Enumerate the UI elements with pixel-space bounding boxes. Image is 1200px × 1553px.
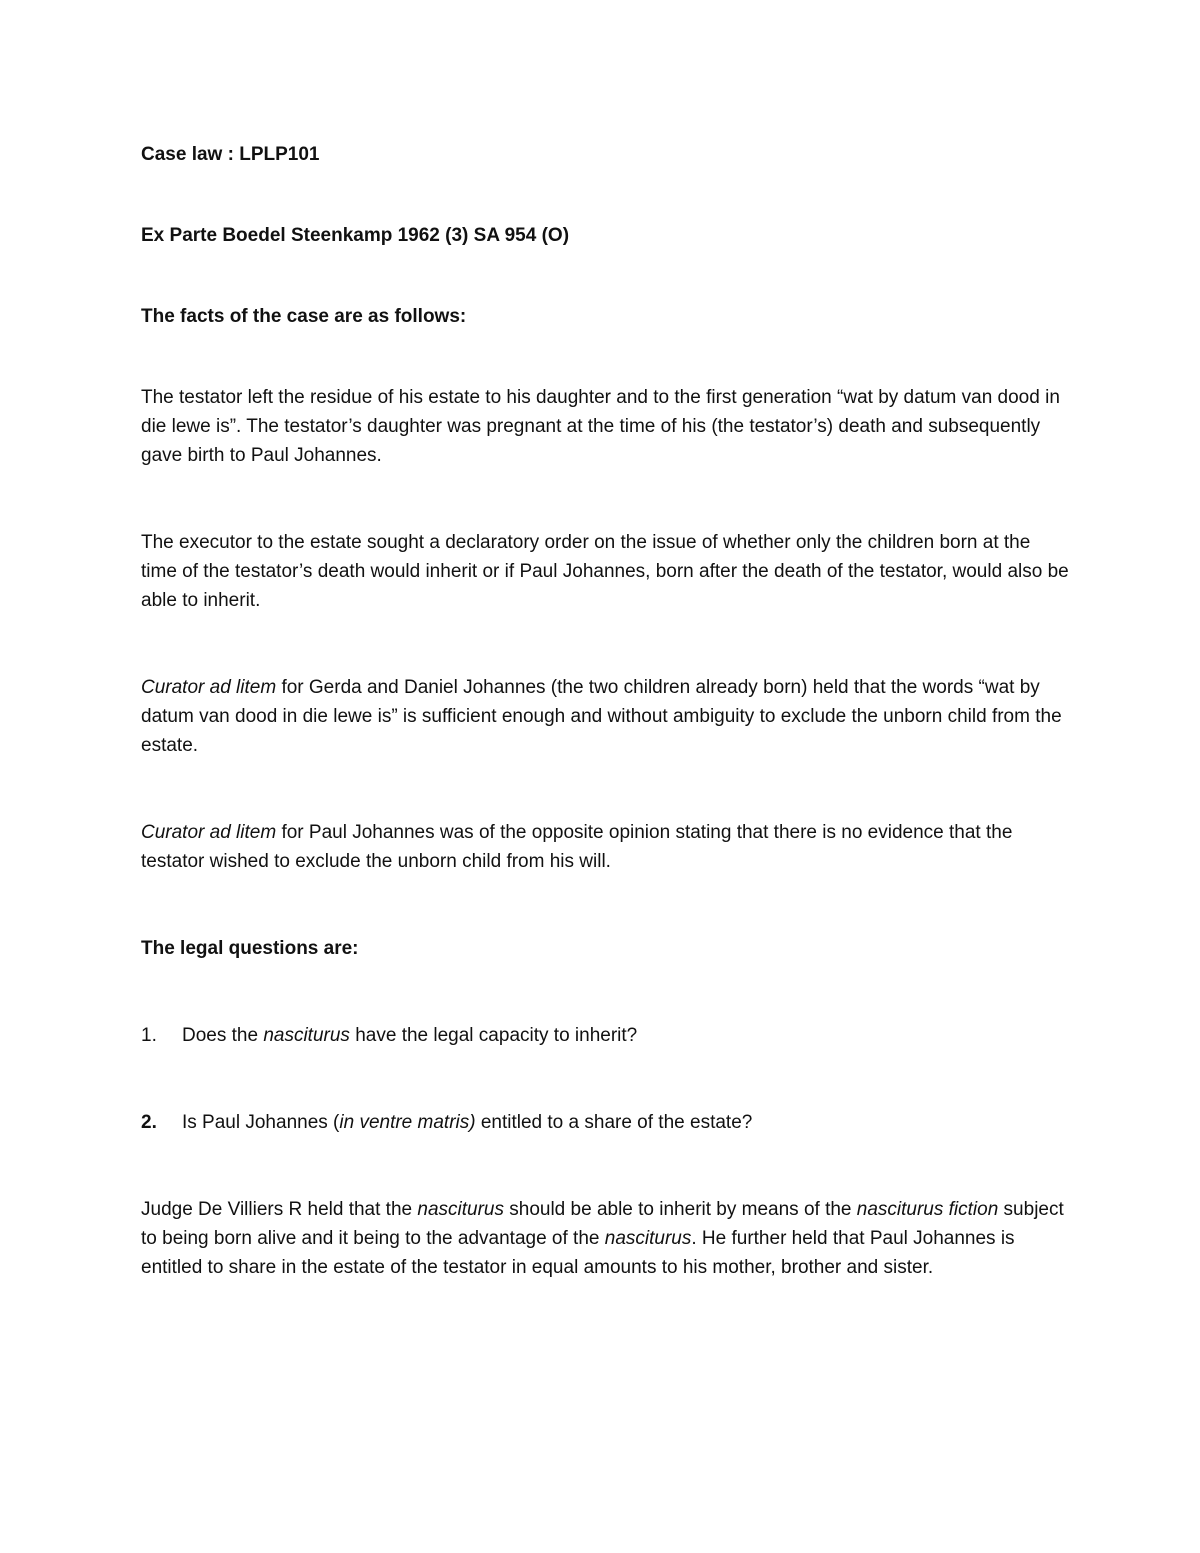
- judgment-paragraph: [141, 1195, 1071, 1282]
- judgment-text-part: should be able to inherit by means of the: [503, 1199, 857, 1220]
- question-text-part: Does the: [182, 1025, 264, 1046]
- document-body: [141, 140, 1071, 1340]
- curator-term: Curator ad litem: [141, 677, 277, 698]
- judgment-text-part: . He further held that Paul Johannes is entitled to share in the estate of the testator in equal amounts to his mother, brother and sister.: [141, 1228, 1015, 1278]
- curator-paragraph-2-text: for Paul Johannes was of the opposite opinion stating that there is no evidence that the testator wished to exclude the unborn child from his will.: [141, 822, 1013, 872]
- question-text-part: Is Paul Johannes (: [182, 1112, 340, 1133]
- facts-paragraph-2: The executor to the estate sought a declaratory order on the issue of whether only the children born at the time of the testator’s death would inherit or if Paul Johannes, born after the death of the testator, would also be able to inherit.: [141, 532, 1069, 611]
- judgment-italic-term: nasciturus: [417, 1199, 504, 1220]
- legal-question-2: [141, 1108, 1071, 1137]
- list-number: 2.: [141, 1112, 157, 1133]
- document-title: Case law : LPLP101: [141, 144, 320, 165]
- question-text-part: entitled to a share of the estate?: [475, 1112, 753, 1133]
- facts-paragraph-1: The testator left the residue of his estate to his daughter and to the first generation “wat by datum van dood in die lewe is”. The testator’s daughter was pregnant at the time of his (the testator’s) death and subsequently gave birth to Paul Johannes.: [141, 387, 1060, 466]
- judgment-italic-term: nasciturus fiction: [856, 1199, 999, 1220]
- facts-heading: The facts of the case are as follows:: [141, 306, 467, 327]
- curator-paragraph-2: [141, 818, 1071, 876]
- legal-questions-heading: The legal questions are:: [141, 938, 359, 959]
- curator-paragraph-1: [141, 673, 1071, 760]
- legal-question-text: [182, 1108, 752, 1137]
- legal-question-text: [182, 1021, 637, 1050]
- question-italic-term: in ventre matris): [339, 1112, 476, 1133]
- legal-question-1: [141, 1021, 1071, 1050]
- judgment-italic-term: nasciturus: [604, 1228, 692, 1249]
- curator-paragraph-1-text: for Gerda and Daniel Johannes (the two children already born) held that the words “wat by datum van dood in die lewe is” is sufficient enough and without ambiguity to exclude the unborn child from the estate.: [141, 677, 1062, 756]
- case-citation: Ex Parte Boedel Steenkamp 1962 (3) SA 954 (O): [141, 225, 570, 246]
- question-italic-term: nasciturus: [263, 1025, 350, 1046]
- curator-term: Curator ad litem: [141, 822, 277, 843]
- judgment-text-part: subject to being born alive and it being to the advantage of the: [141, 1199, 1064, 1249]
- list-number: 1.: [141, 1025, 157, 1046]
- judgment-text-part: Judge De Villiers R held that the: [141, 1199, 418, 1220]
- question-text-part: have the legal capacity to inherit?: [349, 1025, 638, 1046]
